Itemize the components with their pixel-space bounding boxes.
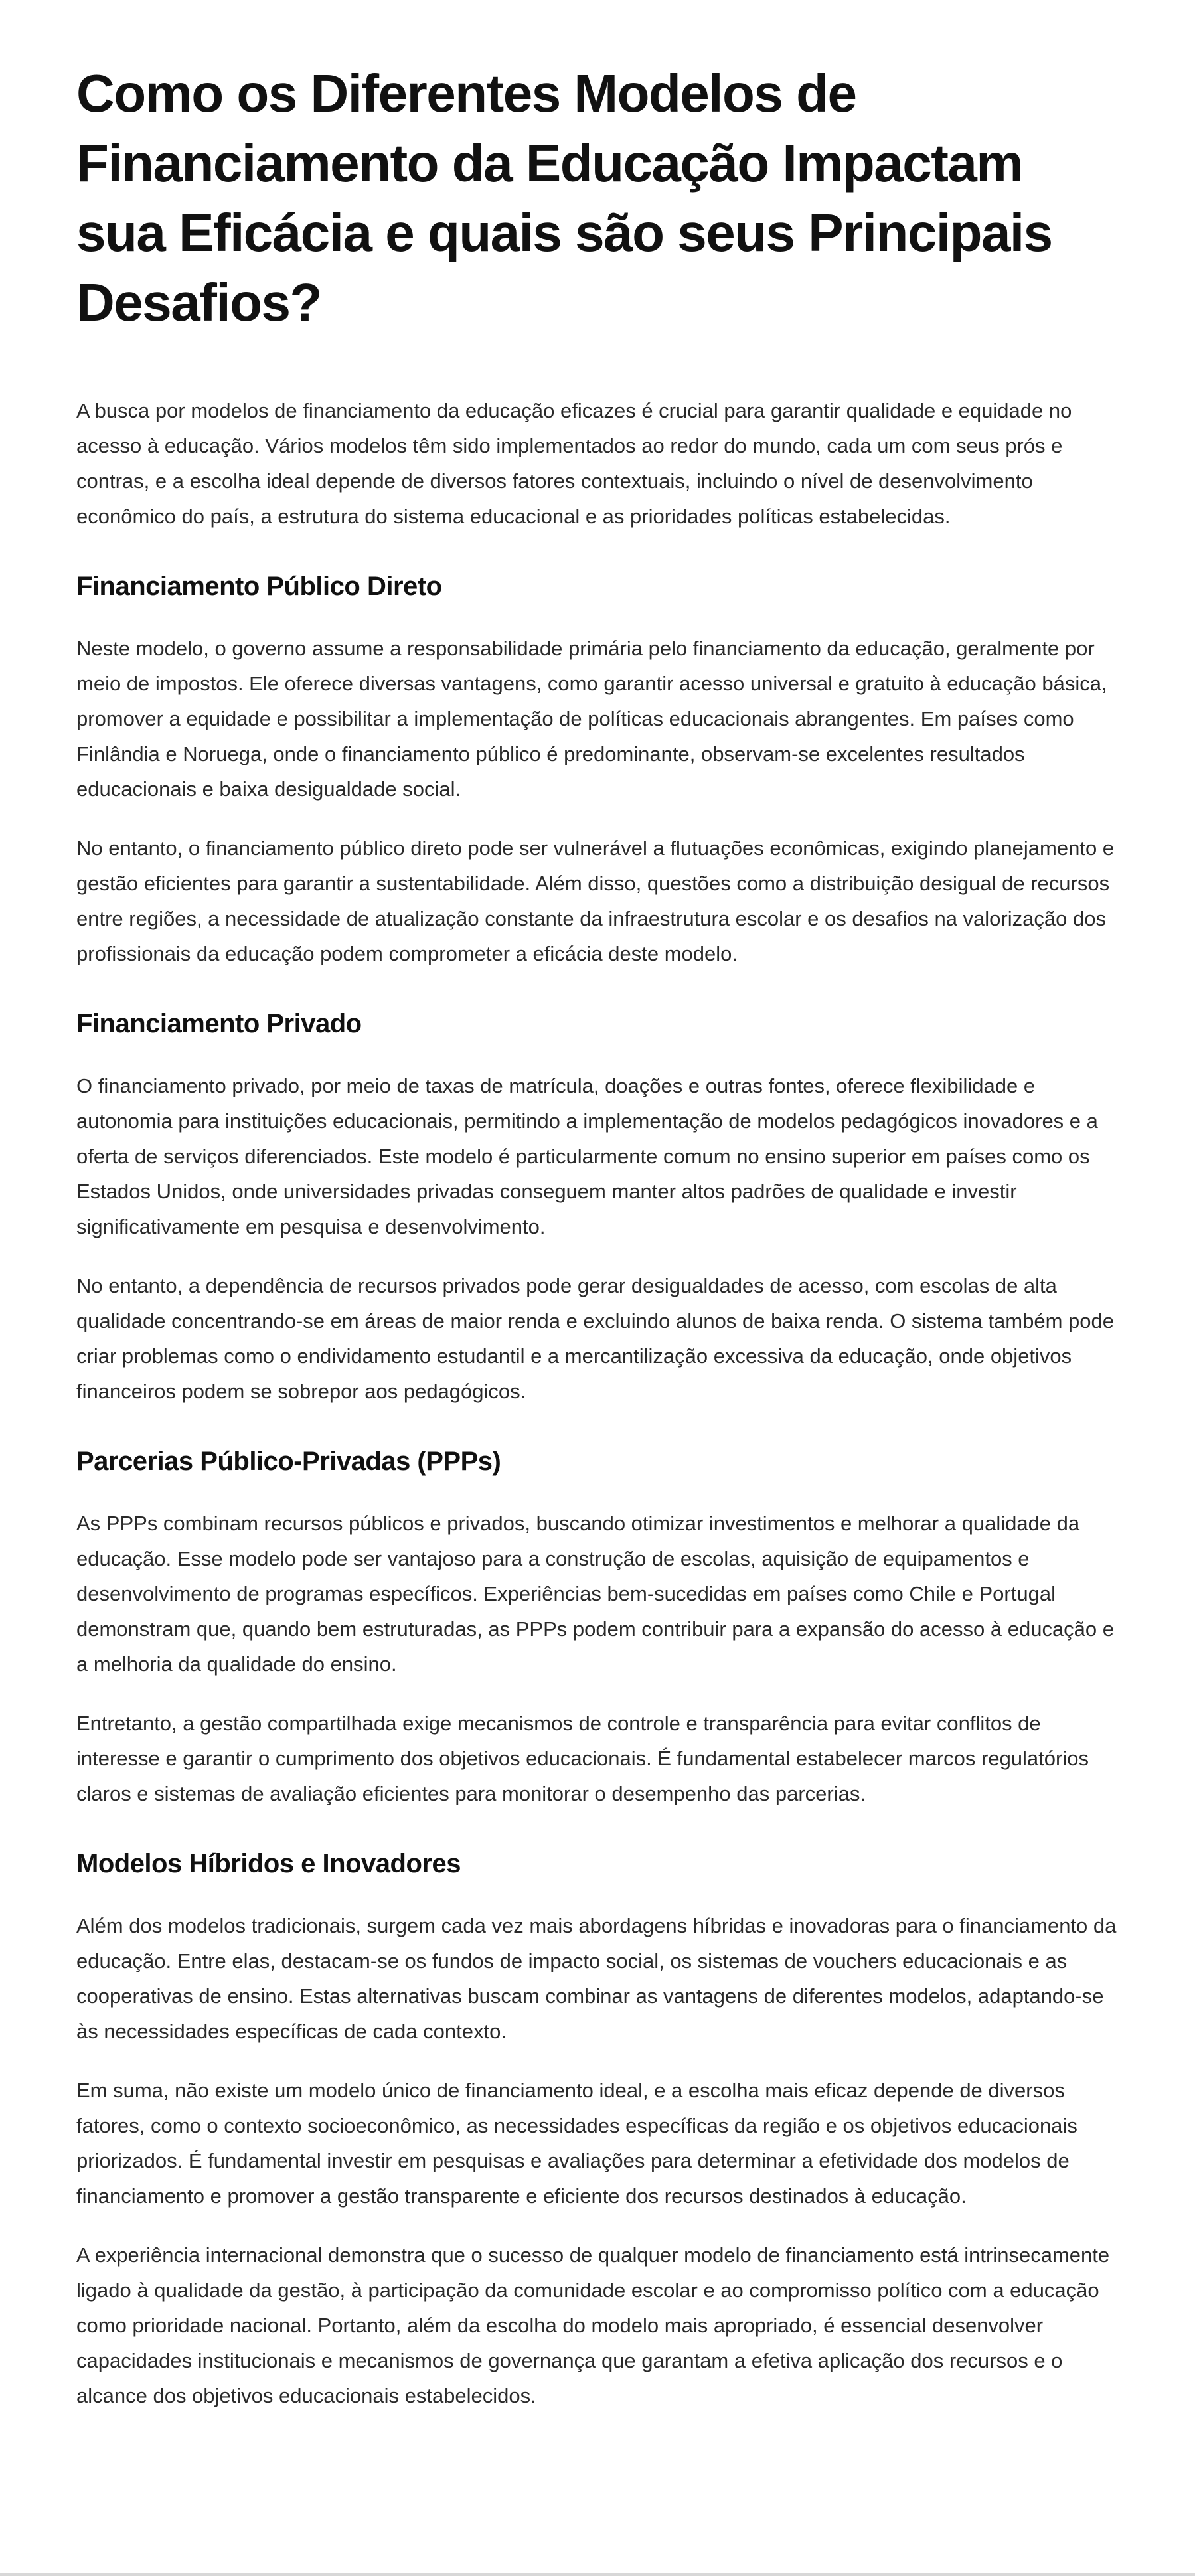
- intro-paragraph: A busca por modelos de financiamento da educação eficazes é crucial para garantir qualidade e equidade no acesso à educação. Vários modelos têm sido implementados ao redor do mundo, cada um com seus prós e contras, e a escolha ideal depende de diversos fatores contextuais, incluindo o nível de desenvolvimento econômico do país, a estrutura do sistema educacional e as prioridades políticas estabelecidas.: [76, 399, 1072, 528]
- section-financiamento-privado: [76, 1006, 1119, 1409]
- paragraph: As PPPs combinam recursos públicos e privados, buscando otimizar investimentos e melhorar a qualidade da educação. Esse modelo pode ser vantajoso para a construção de escolas, aquisição de equipamentos e desenvolvimento de programas específicos. Experiências bem-sucedidas em países como Chile e Portugal demonstram que, quando bem estruturadas, as PPPs podem contribuir para a expansão do acesso à educação e a melhoria da qualidade do ensino.: [76, 1512, 1115, 1676]
- paragraph: Neste modelo, o governo assume a responsabilidade primária pelo financiamento da educação, geralmente por meio de impostos. Ele oferece diversas vantagens, como garantir acesso universal e gratuito à educação básica, promover a equidade e possibilitar a implementação de políticas educacionais abrangentes. Em países como Finlândia e Noruega, onde o financiamento público é predominante, observam-se excelentes resultados educacionais e baixa desigualdade social.: [76, 637, 1107, 801]
- section-financiamento-publico-direto: [76, 568, 1119, 971]
- section-heading: Parcerias Público-Privadas (PPPs): [76, 1447, 501, 1476]
- paragraph: Em suma, não existe um modelo único de financiamento ideal, e a escolha mais eficaz depende de diversos fatores, como o contexto socioeconômico, as necessidades específicas da região e os objetivos educacionais priorizados. É fundamental investir em pesquisas e avaliações para determinar a efetividade dos modelos de financiamento e promover a gestão transparente e eficiente dos recursos destinados à educação.: [76, 2079, 1077, 2208]
- paragraph: A experiência internacional demonstra que o sucesso de qualquer modelo de financiamento está intrinsecamente ligado à qualidade da gestão, à participação da comunidade escolar e ao compromisso político com a educação como prioridade nacional. Portanto, além da escolha do modelo mais apropriado, é essencial desenvolver capacidades institucionais e mecanismos de governança que garantam a efetiva aplicação dos recursos e o alcance dos objetivos educacionais estabelecidos.: [76, 2243, 1110, 2407]
- section-heading: Financiamento Privado: [76, 1009, 362, 1038]
- paragraph: O financiamento privado, por meio de taxas de matrícula, doações e outras fontes, oferece flexibilidade e autonomia para instituições educacionais, permitindo a implementação de modelos pedagógicos inovadores e a oferta de serviços diferenciados. Este modelo é particularmente comum no ensino superior em países como os Estados Unidos, onde universidades privadas conseguem manter altos padrões de qualidade e investir significativamente em pesquisa e desenvolvimento.: [76, 1074, 1098, 1238]
- paragraph: No entanto, a dependência de recursos privados pode gerar desigualdades de acesso, com escolas de alta qualidade concentrando-se em áreas de maior renda e excluindo alunos de baixa renda. O sistema também pode criar problemas como o endividamento estudantil e a mercantilização excessiva da educação, onde objetivos financeiros podem se sobrepor aos pedagógicos.: [76, 1274, 1115, 1403]
- section-heading: Modelos Híbridos e Inovadores: [76, 1849, 461, 1878]
- paragraph: Além dos modelos tradicionais, surgem cada vez mais abordagens híbridas e inovadoras para o financiamento da educação. Entre elas, destacam-se os fundos de impacto social, os sistemas de vouchers educacionais e as cooperativas de ensino. Estas alternativas buscam combinar as vantagens de diferentes modelos, adaptando-se às necessidades específicas de cada contexto.: [76, 1914, 1117, 2043]
- article: [76, 58, 1119, 2437]
- bottom-divider: [0, 2573, 1195, 2576]
- page-title: Como os Diferentes Modelos de Financiamento da Educação Impactam sua Eficácia e quais são seus Principais Desafios?: [76, 64, 1052, 332]
- section-parcerias-publico-privadas: [76, 1443, 1119, 1811]
- section-modelos-hibridos: [76, 1846, 1119, 2413]
- paragraph: Entretanto, a gestão compartilhada exige mecanismos de controle e transparência para evitar conflitos de interesse e garantir o cumprimento dos objetivos educacionais. É fundamental estabelecer marcos regulatórios claros e sistemas de avaliação eficientes para monitorar o desempenho das parcerias.: [76, 1712, 1089, 1805]
- paragraph: No entanto, o financiamento público direto pode ser vulnerável a flutuações econômicas, exigindo planejamento e gestão eficientes para garantir a sustentabilidade. Além disso, questões como a distribuição desigual de recursos entre regiões, a necessidade de atualização constante da infraestrutura escolar e os desafios na valorização dos profissionais da educação podem comprometer a eficácia deste modelo.: [76, 837, 1115, 965]
- section-heading: Financiamento Público Direto: [76, 572, 442, 601]
